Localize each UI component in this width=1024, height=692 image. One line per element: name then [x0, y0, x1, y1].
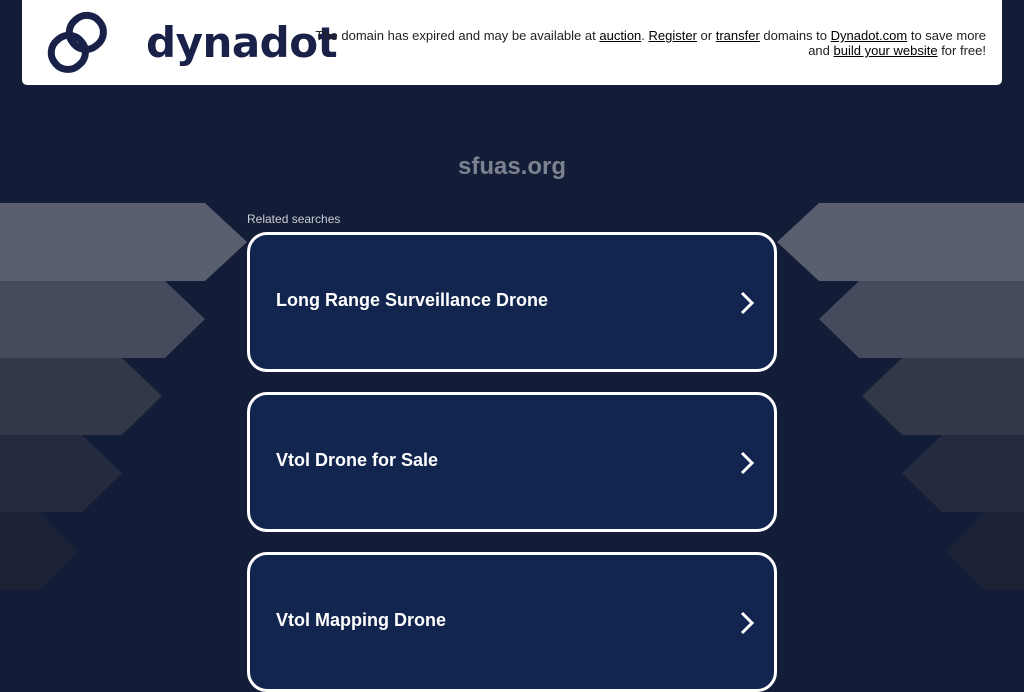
related-search-card[interactable]: [247, 552, 777, 692]
card-label: Long Range Surveillance Drone: [276, 290, 549, 310]
auction-link[interactable]: auction: [599, 28, 642, 43]
header-banner: [22, 0, 1002, 85]
notice-text: for free!: [937, 43, 986, 58]
register-link[interactable]: Register: [648, 28, 697, 43]
transfer-link[interactable]: transfer: [715, 28, 760, 43]
chevron-right-icon: [740, 451, 754, 475]
dynadot-link[interactable]: Dynadot.com: [830, 28, 908, 43]
right-chevron-decoration: [774, 203, 1024, 593]
related-searches-label: Related searches: [247, 212, 341, 226]
related-search-card[interactable]: [247, 232, 777, 372]
build-website-link[interactable]: build your website: [833, 43, 938, 58]
left-chevron-decoration: [0, 203, 250, 593]
notice-text: .: [641, 28, 649, 43]
notice-text: domains to: [759, 28, 831, 43]
chain-link-logo-icon: [47, 10, 109, 74]
card-label: Vtol Mapping Drone: [276, 610, 446, 630]
card-label: Vtol Drone for Sale: [276, 450, 439, 470]
chevron-right-icon: [740, 291, 754, 315]
notice-text: The domain has expired and may be available at: [315, 28, 600, 43]
domain-title: sfuas.org: [457, 153, 567, 180]
notice-text: to save more and: [808, 28, 986, 58]
logo-wordmark: dynadot: [146, 18, 338, 67]
chevron-right-icon: [740, 611, 754, 635]
related-search-card[interactable]: [247, 392, 777, 532]
expired-notice: [306, 28, 986, 58]
notice-text: or: [696, 28, 716, 43]
dynadot-logo[interactable]: [47, 10, 338, 78]
